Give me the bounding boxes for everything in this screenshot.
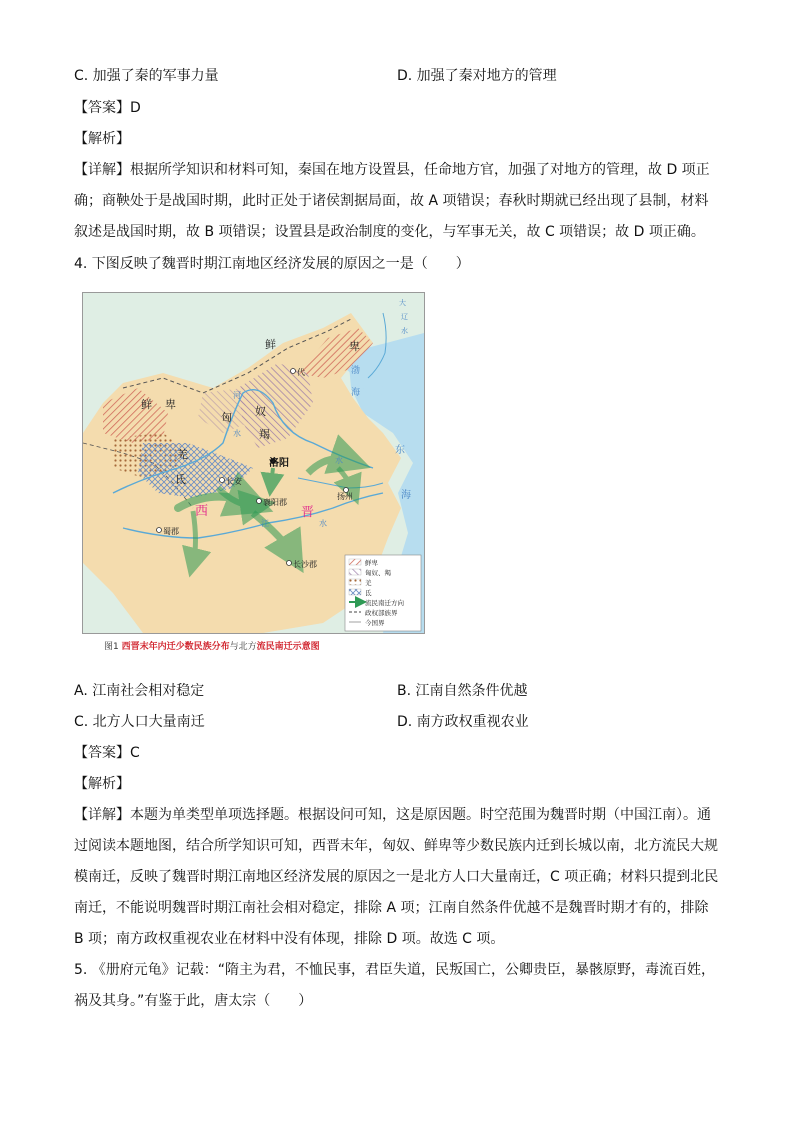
q4-detail: 【详解】本题为单类型单项选择题。根据设问可知，这是原因题。时空范围为魏晋时期（中国江南）。通过阅读本题地图，结合所学知识可知，西晋末年，匈奴、鲜卑等少数民族内迁到长城以南，北方流民大规模南迁，反映了魏晋时期江南地区经济发展的原因之一是北方人口大量南迁，C 项正确；材料只提到北民南迁，不能说明魏晋时期江南社会相对稳定，排除 A 项；江南自然条件优越不是魏晋时期才有的，排除 B 项；南方政权重视农业在材料中没有体现，排除 D 项。故选 C 项。: [74, 807, 719, 947]
q3-analysis-label: 【解析】: [74, 131, 130, 147]
q4-option-d: D. 南方政权重视农业: [397, 714, 529, 730]
caption-part2: 流民南迁示意图: [256, 642, 320, 652]
label-donghai: 海: [401, 490, 411, 501]
q5-stem: 5. 《册府元龟》记载：“隋主为君，不恤民事，君臣失道，民叛国亡，公卿贵臣，暴骸原野，毒流百姓，祸及其身。”有鉴于此，唐太宗（ ）: [74, 962, 716, 1009]
map-legend: [345, 555, 421, 631]
label-dong: 东: [395, 445, 405, 456]
label-jiang1: 江: [261, 519, 269, 528]
q3-option-c: C. 加强了秦的军事力量: [74, 68, 219, 84]
label-shujun: 蜀郡: [163, 527, 179, 536]
label-xianbei-w2: 卑: [165, 398, 176, 411]
q4-option-a: A. 江南社会相对稳定: [74, 683, 205, 699]
city-changsha: [287, 561, 292, 566]
label-he2: 水: [233, 429, 241, 438]
legend-qiang: 羌: [365, 579, 372, 587]
q4-answer: 【答案】C: [74, 745, 140, 761]
label-he1: 河: [233, 391, 241, 400]
map-svg: [83, 293, 424, 633]
label-changsha: 长沙郡: [293, 560, 317, 569]
q3-option-d: D. 加强了秦对地方的管理: [397, 68, 557, 84]
q4-stem: 4. 下图反映了魏晋时期江南地区经济发展的原因之一是（ ）: [74, 256, 470, 272]
label-luoyang: 洛阳: [269, 458, 289, 469]
label-qiang: 羌: [177, 448, 188, 461]
city-shujun: [157, 528, 162, 533]
legend-xianbei: 鲜卑: [365, 559, 378, 567]
label-huai: 水: [335, 456, 343, 465]
legend-national-border: 今国界: [365, 619, 385, 627]
city-changan: [220, 478, 225, 483]
q4-map: [82, 292, 425, 634]
legend-migration: 流民南迁方向: [365, 599, 404, 607]
label-xiangyang: 襄阳郡: [263, 498, 287, 507]
map-caption: [104, 641, 320, 653]
legend-boundary: 政权部族界: [365, 609, 398, 617]
label-liao2: 辽: [401, 313, 408, 321]
label-dai: 代: [297, 368, 305, 377]
label-yangzhou: 扬州: [337, 492, 353, 501]
caption-part1: 西晋末年内迁少数民族分布: [121, 642, 230, 652]
label-jie: 羯: [259, 428, 270, 441]
label-bo1: 渤: [351, 366, 361, 376]
label-liao3: 水: [401, 327, 408, 335]
label-liao1: 大: [399, 299, 406, 307]
label-xi: 西: [195, 504, 209, 519]
q4-option-b: B. 江南自然条件优越: [397, 683, 528, 699]
label-di: 氐: [175, 473, 186, 486]
label-xiongnu2: 奴: [255, 405, 266, 418]
legend-di: 氐: [365, 589, 372, 597]
label-xianbei-n1: 鲜: [265, 338, 276, 351]
q3-answer: 【答案】D: [74, 100, 141, 116]
label-changan: 长安: [226, 477, 242, 486]
label-xianbei-n2: 卑: [349, 340, 360, 353]
legend-xiongnu-jie: 匈奴、羯: [365, 569, 391, 577]
label-xiongnu1: 匈: [221, 411, 232, 424]
label-jin: 晋: [301, 505, 315, 520]
label-bo2: 海: [351, 388, 361, 398]
q4-option-c: C. 北方人口大量南迁: [74, 714, 205, 730]
label-jiang2: 水: [319, 519, 327, 528]
city-dai: [291, 369, 296, 374]
caption-num: 图1: [104, 642, 119, 652]
q3-detail: 【详解】根据所学知识和材料可知，秦国在地方设置县，任命地方官，加强了对地方的管理，故 D 项正确；商鞅处于是战国时期，此时正处于诸侯割据局面，故 A 项错误；春秋时期就已经出现了县制，材料叙述是战国时期，故 B 项错误；设置县是政治制度的变化，与军事无关，故 C 项错误；故 D 项正确。: [74, 162, 710, 240]
caption-mid: 与北方: [229, 642, 257, 652]
city-xiangyang: [257, 499, 262, 504]
label-xianbei-w1: 鲜: [141, 398, 152, 411]
q4-analysis-label: 【解析】: [74, 776, 130, 792]
